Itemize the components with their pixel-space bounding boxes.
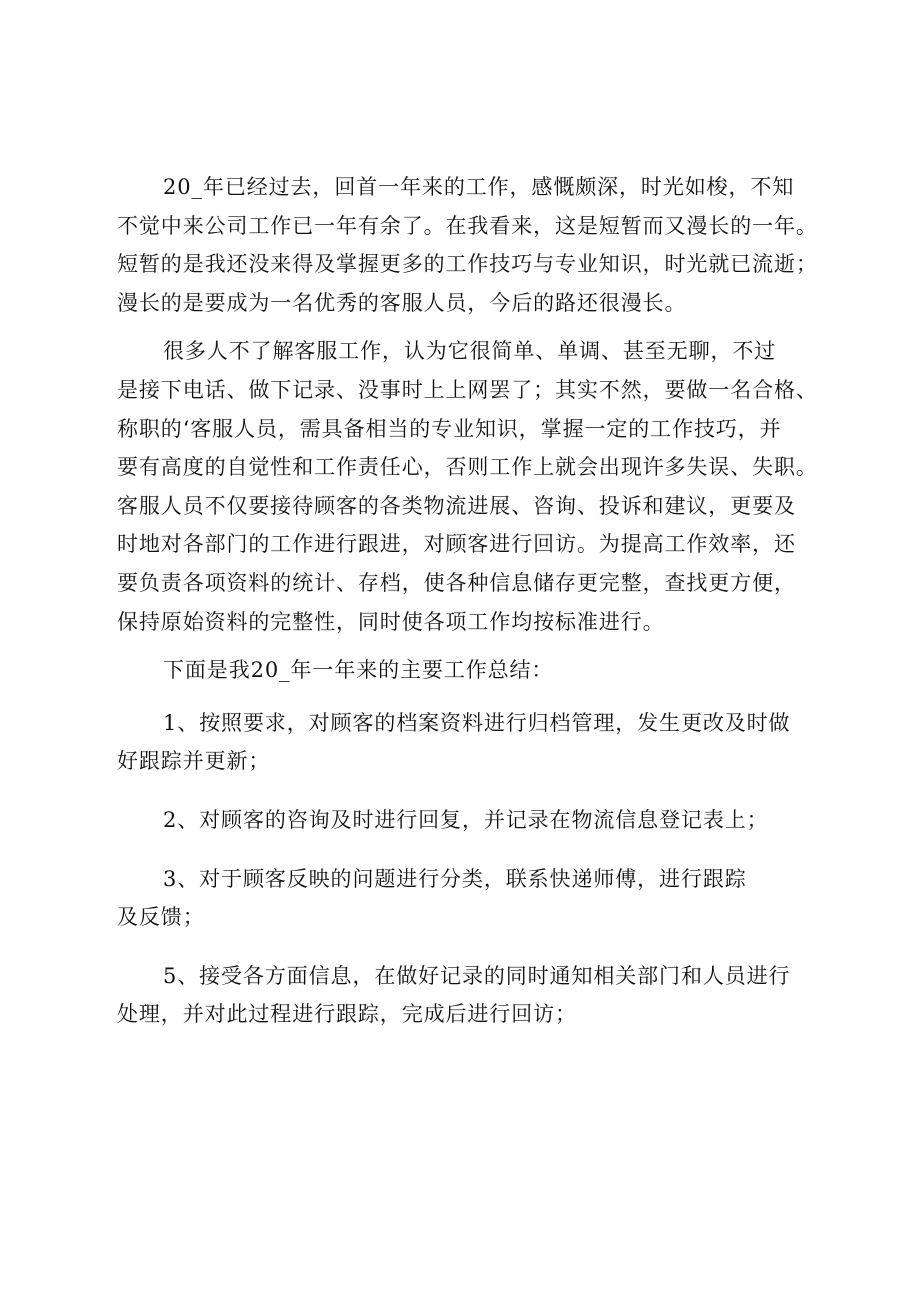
text-line: 客服人员不仅要接待顾客的各类物流进展、咨询、投诉和建议，更要及 bbox=[117, 493, 796, 518]
text-line: 及反馈； bbox=[117, 905, 205, 930]
list-item-3 bbox=[117, 860, 827, 937]
text-line: 称职的‘客服人员，需具备相当的专业知识，掌握一定的工作技巧，并 bbox=[117, 416, 782, 441]
text-line: 下面是我20_年一年来的主要工作总结： bbox=[163, 658, 554, 683]
text-line: 20_年已经过去，回首一年来的工作，感慨颇深，时光如梭，不知 bbox=[163, 175, 795, 199]
list-item-5 bbox=[117, 957, 827, 1034]
text-line: 2、对顾客的咨询及时进行回复，并记录在物流信息登记表上； bbox=[163, 807, 769, 832]
text-line: 要负责各项资料的统计、存档，使各种信息储存更完整，查找更方便， bbox=[117, 570, 796, 595]
list-item-1 bbox=[117, 704, 827, 781]
text-line: 短暂的是我还没来得及掌握更多的工作技巧与专业知识，时光就已流逝； bbox=[117, 252, 818, 277]
paragraph-summary-heading bbox=[117, 651, 827, 690]
paragraph-intro bbox=[117, 168, 827, 322]
text-line: 3、对于顾客反映的问题进行分类，联系快递师傅，进行跟踪 bbox=[163, 866, 747, 891]
text-line: 漫长的是要成为一名优秀的客服人员，今后的路还很漫长。 bbox=[117, 290, 687, 315]
text-line: 要有高度的自觉性和工作责任心，否则工作上就会出现许多失误、失职。 bbox=[117, 455, 818, 480]
text-line: 好跟踪并更新； bbox=[117, 749, 271, 774]
text-line: 1、按照要求，对顾客的档案资料进行归档管理，发生更改及时做 bbox=[163, 710, 791, 735]
text-line: 很多人不了解客服工作，认为它很简单、单调、甚至无聊，不过 bbox=[163, 339, 777, 364]
text-line: 处理，并对此过程进行跟踪，完成后进行回访； bbox=[117, 1002, 577, 1027]
text-line: 保持原始资料的完整性，同时使各项工作均按标准进行。 bbox=[117, 609, 665, 634]
text-line: 时地对各部门的工作进行跟进，对顾客进行回访。为提高工作效率，还 bbox=[117, 532, 796, 557]
text-line: 是接下电话、做下记录、没事时上上网罢了；其实不然，要做一名合格、 bbox=[117, 377, 818, 402]
list-item-2 bbox=[117, 801, 827, 840]
text-line: 5、接受各方面信息，在做好记录的同时通知相关部门和人员进行 bbox=[163, 963, 791, 988]
document-body bbox=[117, 168, 827, 1034]
paragraph-customer-service bbox=[117, 332, 827, 641]
text-line: 不觉中来公司工作已一年有余了。在我看来，这是短暂而又漫长的一年。 bbox=[117, 213, 818, 238]
